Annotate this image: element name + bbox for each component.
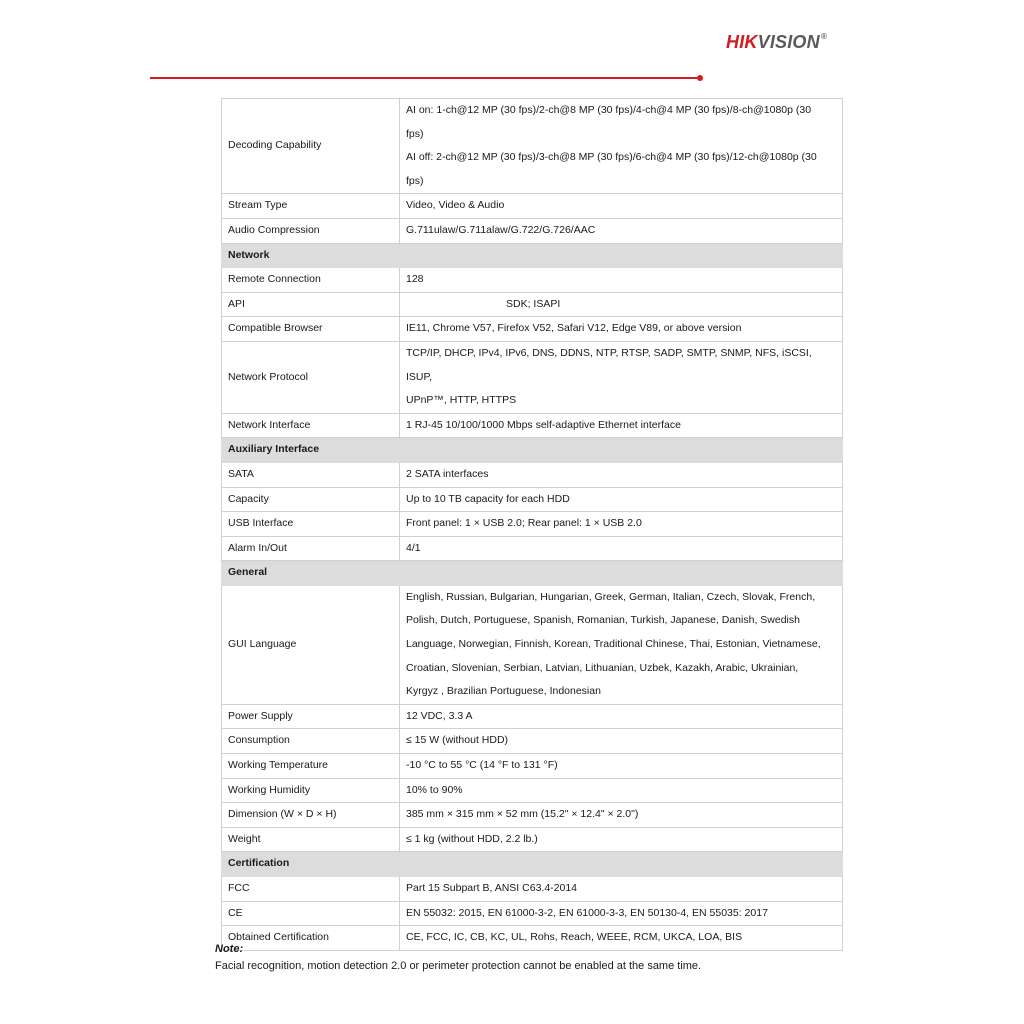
note-title: Note:	[215, 943, 244, 955]
row-label: Obtained Certification	[222, 926, 400, 951]
row-label: Working Temperature	[222, 754, 400, 779]
row-label: Working Humidity	[222, 778, 400, 803]
api-value: SDK; ISAPI	[506, 297, 561, 310]
logo-part-grey: VISION	[757, 32, 820, 52]
row-value: EN 55032: 2015, EN 61000-3-2, EN 61000-3-3, EN 50130-4, EN 55035: 2017	[400, 901, 843, 926]
table-row	[222, 926, 843, 951]
row-label: Dimension (W × D × H)	[222, 803, 400, 828]
row-label: API	[222, 292, 400, 317]
row-value: 128	[400, 268, 843, 293]
table-row	[222, 729, 843, 754]
value-line: UPnP™, HTTP, HTTPS	[406, 394, 517, 407]
value-line: English, Russian, Bulgarian, Hungarian, Greek, German, Italian, Czech, Slovak, French,	[406, 590, 816, 603]
row-label: Network Protocol	[222, 341, 400, 413]
value-line: AI on: 1-ch@12 MP (30 fps)/2-ch@8 MP (30 fps)/4-ch@4 MP (30 fps)/8-ch@1080p (30	[406, 104, 812, 116]
row-label: Compatible Browser	[222, 317, 400, 342]
section-title: Auxiliary Interface	[222, 438, 843, 463]
table-row	[222, 292, 843, 317]
table-row	[222, 827, 843, 852]
value-line: AI off: 2-ch@12 MP (30 fps)/3-ch@8 MP (30 fps)/6-ch@4 MP (30 fps)/12-ch@1080p (30	[406, 151, 817, 164]
header-rule-dot	[697, 75, 703, 81]
row-label: Audio Compression	[222, 218, 400, 243]
table-row	[222, 317, 843, 342]
table-row	[222, 194, 843, 219]
value-line: TCP/IP, DHCP, IPv4, IPv6, DNS, DDNS, NTP, RTSP, SADP, SMTP, SNMP, NFS, iSCSI, ISUP,	[406, 346, 812, 383]
row-value: Front panel: 1 × USB 2.0; Rear panel: 1 × USB 2.0	[400, 512, 843, 537]
row-value: IE11, Chrome V57, Firefox V52, Safari V12, Edge V89, or above version	[400, 317, 843, 342]
row-value	[400, 585, 843, 704]
row-label: Remote Connection	[222, 268, 400, 293]
row-label: Stream Type	[222, 194, 400, 219]
section-row-auxiliary	[222, 438, 843, 463]
row-value: 10% to 90%	[400, 778, 843, 803]
note-text: Facial recognition, motion detection 2.0 or perimeter protection cannot be enabled at the same time.	[215, 960, 702, 972]
value-line: Croatian, Slovenian, Serbian, Latvian, Lithuanian, Uzbek, Kazakh, Arabic, Ukrainian,	[406, 661, 799, 674]
row-label: Weight	[222, 827, 400, 852]
section-row-general	[222, 561, 843, 586]
row-value: -10 °C to 55 °C (14 °F to 131 °F)	[400, 754, 843, 779]
table-row	[222, 536, 843, 561]
row-value: G.711ulaw/G.711alaw/G.722/G.726/AAC	[400, 218, 843, 243]
row-label: Capacity	[222, 487, 400, 512]
table-row	[222, 512, 843, 537]
header-rule	[150, 77, 697, 79]
section-row-network	[222, 243, 843, 268]
row-value: 12 VDC, 3.3 A	[400, 704, 843, 729]
table-row	[222, 754, 843, 779]
row-value: CE, FCC, IC, CB, KC, UL, Rohs, Reach, WEEE, RCM, UKCA, LOA, BIS	[400, 926, 843, 951]
value-line: Kyrgyz , Brazilian Portuguese, Indonesian	[406, 685, 601, 698]
row-value: 4/1	[400, 536, 843, 561]
logo-part-red: HIK	[726, 32, 758, 52]
row-label: Network Interface	[222, 413, 400, 438]
row-value	[400, 99, 843, 194]
table-row	[222, 413, 843, 438]
row-value: ≤ 15 W (without HDD)	[400, 729, 843, 754]
table-row	[222, 901, 843, 926]
table-row	[222, 877, 843, 902]
row-value	[400, 292, 843, 317]
spec-table	[221, 98, 843, 951]
table-row	[222, 218, 843, 243]
table-row	[222, 704, 843, 729]
table-row	[222, 803, 843, 828]
row-label: GUI Language	[222, 585, 400, 704]
table-row	[222, 487, 843, 512]
table-row	[222, 268, 843, 293]
section-row-certification	[222, 852, 843, 877]
value-line: fps)	[406, 174, 424, 187]
table-row	[222, 462, 843, 487]
section-title: General	[222, 561, 843, 586]
row-value: 1 RJ-45 10/100/1000 Mbps self-adaptive Ethernet interface	[400, 413, 843, 438]
row-value: Part 15 Subpart B, ANSI C63.4-2014	[400, 877, 843, 902]
row-label: CE	[222, 901, 400, 926]
table-row	[222, 778, 843, 803]
row-value: Up to 10 TB capacity for each HDD	[400, 487, 843, 512]
row-label: Consumption	[222, 729, 400, 754]
value-line: fps)	[406, 127, 424, 140]
row-label: SATA	[222, 462, 400, 487]
row-value: ≤ 1 kg (without HDD, 2.2 lb.)	[400, 827, 843, 852]
table-row	[222, 99, 843, 194]
row-label: Decoding Capability	[222, 99, 400, 194]
hikvision-logo	[726, 32, 827, 53]
section-title: Network	[222, 243, 843, 268]
value-line: Language, Norwegian, Finnish, Korean, Traditional Chinese, Thai, Estonian, Vietnamese,	[406, 638, 821, 651]
table-row	[222, 585, 843, 704]
row-label: Alarm In/Out	[222, 536, 400, 561]
row-value	[400, 341, 843, 413]
row-value: Video, Video & Audio	[400, 194, 843, 219]
row-label: Power Supply	[222, 704, 400, 729]
logo-registered-mark: ®	[820, 32, 827, 41]
row-label: FCC	[222, 877, 400, 902]
table-row	[222, 341, 843, 413]
value-line: Polish, Dutch, Portuguese, Spanish, Romanian, Turkish, Japanese, Danish, Swedish	[406, 614, 800, 627]
row-value: 385 mm × 315 mm × 52 mm (15.2" × 12.4" × 2.0")	[400, 803, 843, 828]
section-title: Certification	[222, 852, 843, 877]
row-value: 2 SATA interfaces	[400, 462, 843, 487]
row-label: USB Interface	[222, 512, 400, 537]
